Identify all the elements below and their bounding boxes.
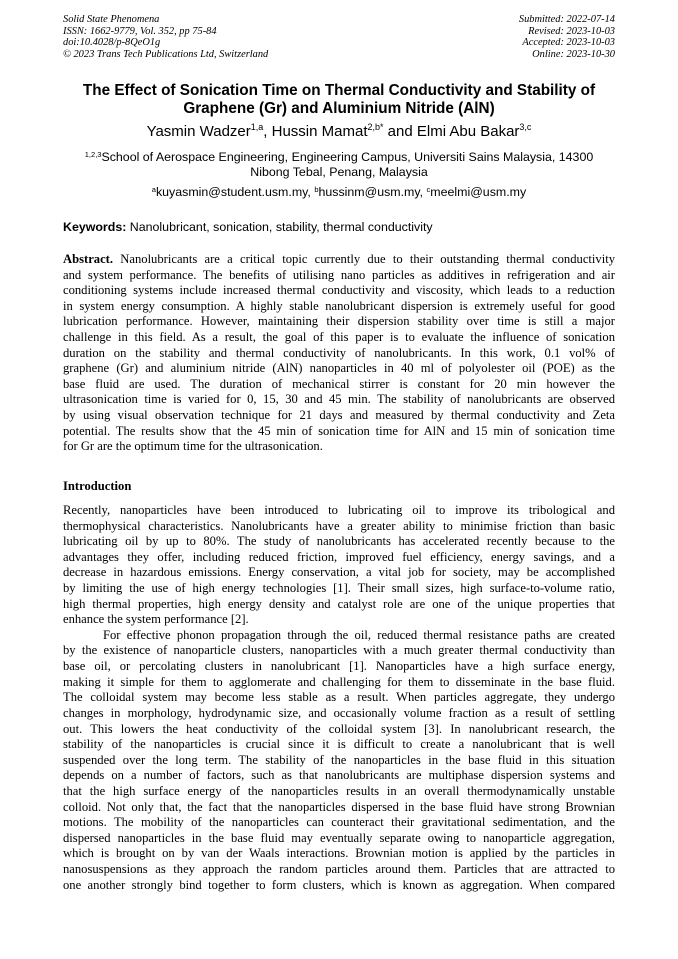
journal-header-right — [519, 14, 615, 60]
intro-line: The colloidal system may become less stable as a result. When particles aggregate, they undergo — [63, 690, 615, 705]
abstract-line: in system energy consumption. A highly stable nanolubricant dispersion is extremely useful for good — [63, 298, 615, 313]
affiliation-line-1: School of Aerospace Engineering, Engineering Campus, Universiti Sains Malaysia, 14300 — [101, 150, 594, 164]
intro-line: Recently, nanoparticles have been introduced to lubricating oil to improve its tribological and — [63, 503, 615, 517]
author-separator: , — [263, 123, 272, 140]
intro-line: base oil, or percolating clusters in nanolubricant [1]. Nanoparticles have a high surface energy, — [63, 659, 615, 674]
abstract-line: conditioning systems include increased thermal conductivity and viscosity, which leads to a reduction — [63, 283, 615, 298]
intro-line: high thermal properties, high energy density and catalyst role are one of the unique properties that — [63, 596, 615, 611]
abstract-line: graphene (Gr) and aluminium nitride (AlN) nanoparticles in 40 ml of polyolester oil (POE) as the — [63, 361, 615, 376]
email-2[interactable]: hussinm@usm.my — [318, 185, 420, 199]
abstract-line: and system performance. The benefits of utilising nano particles as additives in refrigeration and air — [63, 267, 615, 282]
date-accepted: Accepted: 2023-10-03 — [522, 37, 615, 49]
journal-doi: doi:10.4028/p-8QeO1g — [63, 37, 161, 49]
affiliation — [40, 150, 638, 180]
intro-line: lubricating oil by up to 80%. The study of nanolubricants has accelerated recently because to the — [63, 534, 615, 549]
abstract-label: Abstract. — [63, 252, 114, 266]
introduction-body — [63, 503, 615, 893]
abstract-line: for Gr are the optimum time for the ultrasonication. — [63, 439, 323, 454]
abstract-line: by using visual observation technique for 21 days and measured by thermal conductivity and Zeta — [63, 408, 615, 423]
intro-line: suspended over the long term. The stability of the nanoparticles in the base fluid in this situation — [63, 752, 615, 767]
email-1[interactable]: kuyasmin@student.usm.my — [155, 185, 308, 199]
journal-issn: ISSN: 1662-9779, Vol. 352, pp 75-84 — [63, 25, 217, 37]
abstract-line: duration on the stability and thermal conductivity of nanolubricants. In this work, 0.1 vol% of — [63, 345, 615, 360]
author-list — [0, 123, 678, 141]
keywords — [63, 220, 433, 235]
abstract-line: potential. The results show that the 45 min of sonication time for AlN and 15 min of sonication time — [63, 423, 615, 438]
intro-line: colloid. Not only that, the fact that the nanoparticles dispersed in the base fluid have strong Brownian — [63, 799, 615, 814]
author-2-name: Hussin Mamat — [271, 123, 368, 140]
author-1-name: Yasmin Wadzer — [146, 123, 251, 140]
intro-line: one another strongly bind together to form clusters, which is known as aggregation. When compared — [63, 877, 615, 892]
journal-copyright: © 2023 Trans Tech Publications Ltd, Switzerland — [63, 48, 269, 60]
abstract-line: lubrication performance. However, maintaining their dispersion stability over time is still a major — [63, 314, 615, 329]
date-revised: Revised: 2023-10-03 — [528, 25, 615, 37]
author-emails — [0, 185, 678, 200]
email-1-sup: a — [151, 185, 156, 194]
author-3-sup: 3,c — [519, 122, 532, 132]
date-submitted: Submitted: 2022-07-14 — [518, 14, 615, 25]
intro-line: motions. The mobility of the nanoparticles can counteract their gravitational sedimentation, and the — [63, 815, 615, 830]
intro-line: nanosuspensions as they approach the random particles around them. Particles that are attracted to — [63, 862, 615, 877]
author-and: and — [383, 123, 417, 140]
abstract-line: Abstract. Nanolubricants are a critical topic currently due to their outstanding thermal conductivity — [63, 252, 615, 266]
date-online: Online: 2023-10-30 — [532, 48, 615, 60]
abstract — [63, 252, 615, 455]
intro-line: For effective phonon propagation through the oil, reduced thermal resistance paths are created — [103, 627, 615, 642]
intro-line: by limiting the use of high energy technologies [1]. Their small sizes, high surface-to-volume ratio, — [63, 581, 615, 596]
keywords-text: Nanolubricant, sonication, stability, thermal conductivity — [126, 220, 433, 234]
intro-line: thermophysical characteristics. Nanolubricants have a greater ability to minimise friction than basic — [63, 518, 615, 533]
abstract-line: base fluid are used. The duration of mechanical stirrer is constant for 20 min however the — [63, 376, 615, 391]
email-separator: , — [419, 185, 427, 199]
abstract-line: challenge in this field. As a result, the goal of this paper is to evaluate the influence of sonication — [63, 330, 615, 345]
section-heading-introduction: Introduction — [63, 479, 132, 493]
intro-line: that the high surface energy of the nanoparticles results in an overall thermodynamically unstable — [63, 783, 615, 798]
intro-line: depends on a number of factors, such as that nanolubricants are multiphase dispersion systems and — [63, 768, 615, 783]
journal-name: Solid State Phenomena — [63, 14, 160, 25]
intro-line: stability of the nanoparticles is crucial since it is difficult to create a nanolubricant that is well — [63, 737, 615, 752]
intro-line: by the existence of nanoparticle clusters, nanoparticles with a much greater thermal conductivity than — [63, 643, 615, 658]
author-2-sup: 2,b* — [367, 122, 384, 132]
intro-line: changes in morphology, hydrodynamic size, and occasionally volume fraction as a result of settling — [63, 705, 615, 720]
intro-line: enhance the system performance [2]. — [63, 612, 249, 627]
intro-line: dispersed nanoparticles in the base fluid may eventually separate owing to nanoparticle aggregation, — [63, 830, 615, 845]
email-3[interactable]: meelmi@usm.my — [430, 185, 527, 199]
intro-line: advantages they offer, including reduced friction, improved fuel efficiency, energy savings, and a — [63, 549, 615, 564]
email-2-sup: b — [314, 185, 319, 194]
paper-title — [40, 82, 638, 118]
author-3-name: Elmi Abu Bakar — [416, 123, 520, 140]
affiliation-sup: 1,2,3 — [84, 150, 102, 159]
journal-header-left — [63, 14, 268, 60]
intro-line: which is brought on by van der Waals interactions. Brownian motion is applied by the particles in — [63, 846, 615, 861]
affiliation-line-2: Nibong Tebal, Penang, Malaysia — [250, 165, 428, 179]
email-separator: , — [307, 185, 315, 199]
title-line-1: The Effect of Sonication Time on Thermal Conductivity and Stability of — [82, 82, 596, 99]
author-1-sup: 1,a — [250, 122, 264, 132]
intro-line: decrease in hazardous emissions. Energy conservation, a vital job for society, may be accomplished — [63, 565, 615, 580]
intro-line: making it simple for them to agglomerate and challenging for them to disseminate in the base fluid. — [63, 674, 615, 689]
email-3-sup: c — [426, 185, 431, 194]
title-line-2: Graphene (Gr) and Aluminium Nitride (AlN) — [183, 100, 495, 117]
keywords-label: Keywords: — [63, 220, 127, 234]
abstract-line: ultrasonication time is varied for 0, 15, 30 and 45 min. The stability of nanolubricants are observed — [63, 392, 615, 407]
intro-line: out. This lowers the heat conductivity of the colloidal system [3]. In nanolubricant research, the — [63, 721, 615, 736]
